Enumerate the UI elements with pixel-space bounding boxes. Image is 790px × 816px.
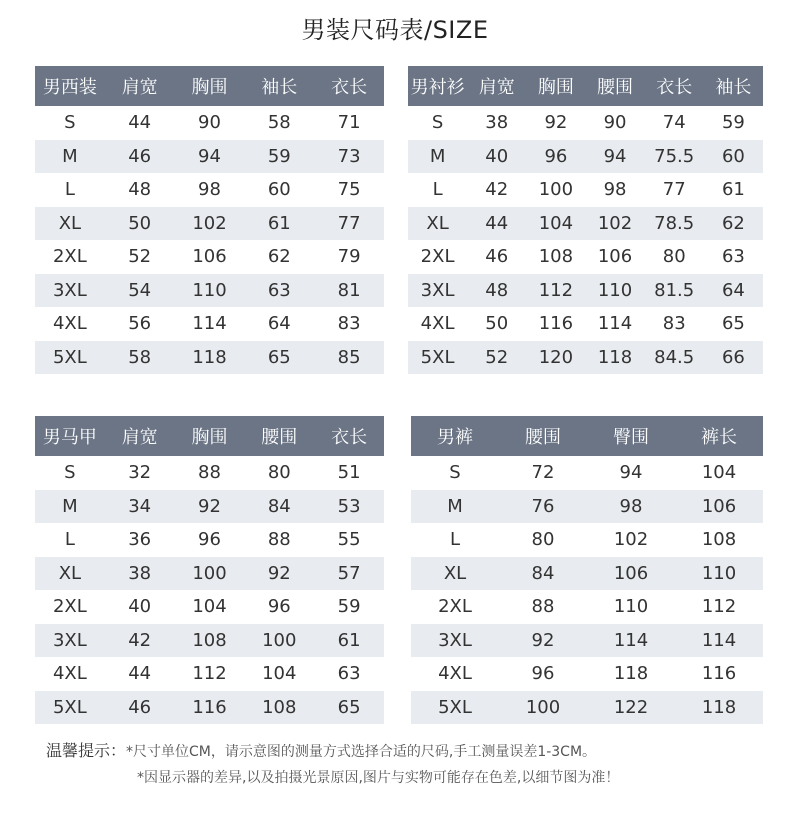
- size-cell: 2XL: [408, 240, 467, 274]
- table-row: [408, 207, 763, 241]
- measurement-cell: 36: [105, 523, 175, 557]
- size-cell: 3XL: [408, 274, 467, 308]
- measurement-cell: 104: [175, 590, 245, 624]
- table-row: [411, 490, 763, 524]
- measurement-cell: 102: [585, 207, 644, 241]
- measurement-cell: 116: [175, 691, 245, 725]
- table-row: [35, 140, 384, 174]
- measurement-cell: 110: [175, 274, 245, 308]
- measurement-cell: 114: [587, 624, 675, 658]
- measurement-cell: 42: [105, 624, 175, 658]
- measurement-cell: 84: [499, 557, 587, 591]
- measurement-cell: 102: [587, 523, 675, 557]
- measurement-cell: 104: [675, 456, 763, 490]
- measurement-cell: 100: [526, 173, 585, 207]
- column-header: 胸围: [526, 66, 585, 106]
- measurement-cell: 52: [105, 240, 175, 274]
- measurement-cell: 80: [645, 240, 704, 274]
- measurement-cell: 81.5: [645, 274, 704, 308]
- column-header: 腰围: [499, 416, 587, 456]
- measurement-cell: 80: [244, 456, 314, 490]
- table-row: [35, 274, 384, 308]
- column-header: 腰围: [585, 66, 644, 106]
- measurement-cell: 40: [467, 140, 526, 174]
- measurement-cell: 58: [244, 106, 314, 140]
- measurement-cell: 76: [499, 490, 587, 524]
- measurement-cell: 106: [675, 490, 763, 524]
- measurement-cell: 63: [314, 657, 384, 691]
- table-row: [35, 624, 384, 658]
- measurement-cell: 94: [175, 140, 245, 174]
- table-row: [411, 624, 763, 658]
- measurement-cell: 84: [244, 490, 314, 524]
- size-cell: 3XL: [35, 274, 105, 308]
- size-cell: S: [35, 106, 105, 140]
- column-header: 胸围: [175, 416, 245, 456]
- measurement-cell: 92: [175, 490, 245, 524]
- measurement-cell: 94: [587, 456, 675, 490]
- size-cell: 3XL: [411, 624, 499, 658]
- table-row: [411, 557, 763, 591]
- measurement-cell: 83: [645, 307, 704, 341]
- measurement-cell: 98: [175, 173, 245, 207]
- size-cell: 4XL: [35, 657, 105, 691]
- measurement-cell: 120: [526, 341, 585, 375]
- column-header: 男马甲: [35, 416, 105, 456]
- table-row: [411, 456, 763, 490]
- size-cell: S: [408, 106, 467, 140]
- measurement-cell: 46: [467, 240, 526, 274]
- table-row: [35, 657, 384, 691]
- measurement-cell: 90: [175, 106, 245, 140]
- measurement-cell: 72: [499, 456, 587, 490]
- measurement-cell: 44: [105, 657, 175, 691]
- measurement-cell: 88: [499, 590, 587, 624]
- table-row: [408, 307, 763, 341]
- column-header: 腰围: [244, 416, 314, 456]
- measurement-cell: 114: [175, 307, 245, 341]
- measurement-cell: 34: [105, 490, 175, 524]
- measurement-cell: 92: [499, 624, 587, 658]
- size-cell: XL: [411, 557, 499, 591]
- measurement-cell: 78.5: [645, 207, 704, 241]
- table-row: [35, 207, 384, 241]
- size-cell: 2XL: [35, 240, 105, 274]
- measurement-cell: 53: [314, 490, 384, 524]
- measurement-cell: 50: [105, 207, 175, 241]
- table-row: [35, 590, 384, 624]
- column-header: 男衬衫: [408, 66, 467, 106]
- measurement-cell: 112: [675, 590, 763, 624]
- measurement-cell: 59: [314, 590, 384, 624]
- size-cell: S: [411, 456, 499, 490]
- measurement-cell: 55: [314, 523, 384, 557]
- measurement-cell: 58: [105, 341, 175, 375]
- vest-size-table: [35, 416, 384, 724]
- measurement-cell: 116: [675, 657, 763, 691]
- measurement-cell: 46: [105, 691, 175, 725]
- measurement-cell: 77: [645, 173, 704, 207]
- measurement-cell: 104: [244, 657, 314, 691]
- measurement-cell: 42: [467, 173, 526, 207]
- measurement-cell: 88: [244, 523, 314, 557]
- tips-line-1: [46, 738, 776, 765]
- measurement-cell: 100: [244, 624, 314, 658]
- measurement-cell: 106: [175, 240, 245, 274]
- measurement-cell: 90: [585, 106, 644, 140]
- column-header: 臀围: [587, 416, 675, 456]
- table-row: [411, 590, 763, 624]
- measurement-cell: 38: [467, 106, 526, 140]
- measurement-cell: 94: [585, 140, 644, 174]
- table-header-row: [411, 416, 763, 456]
- table-row: [408, 341, 763, 375]
- column-header: 男裤: [411, 416, 499, 456]
- table-row: [35, 307, 384, 341]
- table-row: [408, 274, 763, 308]
- measurement-cell: 74: [645, 106, 704, 140]
- table-row: [35, 523, 384, 557]
- measurement-cell: 100: [499, 691, 587, 725]
- table-row: [408, 240, 763, 274]
- measurement-cell: 118: [587, 657, 675, 691]
- page-title: 男装尺码表/SIZE: [301, 16, 489, 44]
- size-cell: 4XL: [408, 307, 467, 341]
- measurement-cell: 106: [585, 240, 644, 274]
- measurement-cell: 100: [175, 557, 245, 591]
- measurement-cell: 32: [105, 456, 175, 490]
- measurement-cell: 98: [587, 490, 675, 524]
- measurement-cell: 61: [244, 207, 314, 241]
- measurement-cell: 118: [585, 341, 644, 375]
- size-cell: 5XL: [35, 691, 105, 725]
- measurement-cell: 80: [499, 523, 587, 557]
- measurement-cell: 65: [314, 691, 384, 725]
- size-cell: L: [35, 523, 105, 557]
- table-row: [408, 173, 763, 207]
- measurement-cell: 83: [314, 307, 384, 341]
- measurement-cell: 81: [314, 274, 384, 308]
- size-cell: L: [35, 173, 105, 207]
- size-cell: L: [411, 523, 499, 557]
- measurement-cell: 64: [704, 274, 763, 308]
- measurement-cell: 46: [105, 140, 175, 174]
- measurement-cell: 104: [526, 207, 585, 241]
- size-cell: 4XL: [35, 307, 105, 341]
- size-cell: XL: [408, 207, 467, 241]
- measurement-cell: 64: [244, 307, 314, 341]
- measurement-cell: 88: [175, 456, 245, 490]
- table-row: [408, 140, 763, 174]
- measurement-cell: 66: [704, 341, 763, 375]
- measurement-cell: 63: [704, 240, 763, 274]
- measurement-cell: 118: [175, 341, 245, 375]
- measurement-cell: 79: [314, 240, 384, 274]
- column-header: 裤长: [675, 416, 763, 456]
- measurement-cell: 118: [675, 691, 763, 725]
- measurement-cell: 84.5: [645, 341, 704, 375]
- column-header: 肩宽: [467, 66, 526, 106]
- measurement-cell: 73: [314, 140, 384, 174]
- size-cell: M: [35, 490, 105, 524]
- suit-size-table: [35, 66, 384, 374]
- measurement-cell: 50: [467, 307, 526, 341]
- measurement-cell: 96: [244, 590, 314, 624]
- measurement-cell: 54: [105, 274, 175, 308]
- measurement-cell: 75: [314, 173, 384, 207]
- measurement-cell: 96: [175, 523, 245, 557]
- tips-label: 温馨提示：: [46, 741, 127, 760]
- measurement-cell: 108: [526, 240, 585, 274]
- size-cell: M: [408, 140, 467, 174]
- column-header: 衣长: [314, 66, 384, 106]
- measurement-cell: 122: [587, 691, 675, 725]
- measurement-cell: 112: [175, 657, 245, 691]
- table-row: [411, 691, 763, 725]
- measurement-cell: 56: [105, 307, 175, 341]
- measurement-cell: 61: [704, 173, 763, 207]
- measurement-cell: 116: [526, 307, 585, 341]
- size-cell: M: [35, 140, 105, 174]
- measurement-cell: 110: [587, 590, 675, 624]
- size-cell: 5XL: [411, 691, 499, 725]
- measurement-cell: 59: [704, 106, 763, 140]
- table-header-row: [408, 66, 763, 106]
- table-row: [35, 341, 384, 375]
- measurement-cell: 59: [244, 140, 314, 174]
- column-header: 男西装: [35, 66, 105, 106]
- tips-notes: [46, 738, 776, 791]
- shirt-size-table: [408, 66, 763, 374]
- measurement-cell: 44: [105, 106, 175, 140]
- measurement-cell: 57: [314, 557, 384, 591]
- table-header-row: [35, 416, 384, 456]
- measurement-cell: 112: [526, 274, 585, 308]
- measurement-cell: 106: [587, 557, 675, 591]
- size-cell: 5XL: [408, 341, 467, 375]
- size-cell: 2XL: [35, 590, 105, 624]
- measurement-cell: 75.5: [645, 140, 704, 174]
- measurement-cell: 44: [467, 207, 526, 241]
- size-cell: 2XL: [411, 590, 499, 624]
- table-row: [35, 456, 384, 490]
- measurement-cell: 77: [314, 207, 384, 241]
- table-row: [35, 691, 384, 725]
- tips-text-1: *尺寸单位CM，请示意图的测量方式选择合适的尺码,手工测量误差1-3CM。: [126, 744, 597, 760]
- size-cell: 3XL: [35, 624, 105, 658]
- measurement-cell: 71: [314, 106, 384, 140]
- measurement-cell: 61: [314, 624, 384, 658]
- measurement-cell: 65: [704, 307, 763, 341]
- measurement-cell: 65: [244, 341, 314, 375]
- measurement-cell: 114: [675, 624, 763, 658]
- measurement-cell: 110: [675, 557, 763, 591]
- pants-size-table: [411, 416, 763, 724]
- size-cell: S: [35, 456, 105, 490]
- measurement-cell: 108: [675, 523, 763, 557]
- size-cell: 5XL: [35, 341, 105, 375]
- size-cell: 4XL: [411, 657, 499, 691]
- column-header: 衣长: [645, 66, 704, 106]
- column-header: 袖长: [704, 66, 763, 106]
- table-row: [35, 490, 384, 524]
- table-header-row: [35, 66, 384, 106]
- column-header: 衣长: [314, 416, 384, 456]
- measurement-cell: 85: [314, 341, 384, 375]
- measurement-cell: 114: [585, 307, 644, 341]
- measurement-cell: 51: [314, 456, 384, 490]
- table-row: [35, 173, 384, 207]
- measurement-cell: 40: [105, 590, 175, 624]
- measurement-cell: 96: [499, 657, 587, 691]
- measurement-cell: 108: [244, 691, 314, 725]
- table-row: [411, 657, 763, 691]
- measurement-cell: 62: [704, 207, 763, 241]
- measurement-cell: 48: [105, 173, 175, 207]
- measurement-cell: 48: [467, 274, 526, 308]
- measurement-cell: 38: [105, 557, 175, 591]
- column-header: 袖长: [244, 66, 314, 106]
- table-row: [35, 106, 384, 140]
- table-row: [408, 106, 763, 140]
- measurement-cell: 98: [585, 173, 644, 207]
- measurement-cell: 92: [244, 557, 314, 591]
- tips-line-2: *因显示器的差异,以及拍摄光景原因,图片与实物可能存在色差,以细节图为准！: [137, 770, 620, 786]
- measurement-cell: 63: [244, 274, 314, 308]
- measurement-cell: 110: [585, 274, 644, 308]
- table-row: [35, 557, 384, 591]
- column-header: 胸围: [175, 66, 245, 106]
- size-cell: L: [408, 173, 467, 207]
- measurement-cell: 96: [526, 140, 585, 174]
- size-cell: M: [411, 490, 499, 524]
- size-cell: XL: [35, 207, 105, 241]
- column-header: 肩宽: [105, 66, 175, 106]
- measurement-cell: 60: [244, 173, 314, 207]
- measurement-cell: 108: [175, 624, 245, 658]
- table-row: [411, 523, 763, 557]
- table-row: [35, 240, 384, 274]
- size-cell: XL: [35, 557, 105, 591]
- measurement-cell: 92: [526, 106, 585, 140]
- column-header: 肩宽: [105, 416, 175, 456]
- measurement-cell: 60: [704, 140, 763, 174]
- measurement-cell: 62: [244, 240, 314, 274]
- measurement-cell: 52: [467, 341, 526, 375]
- measurement-cell: 102: [175, 207, 245, 241]
